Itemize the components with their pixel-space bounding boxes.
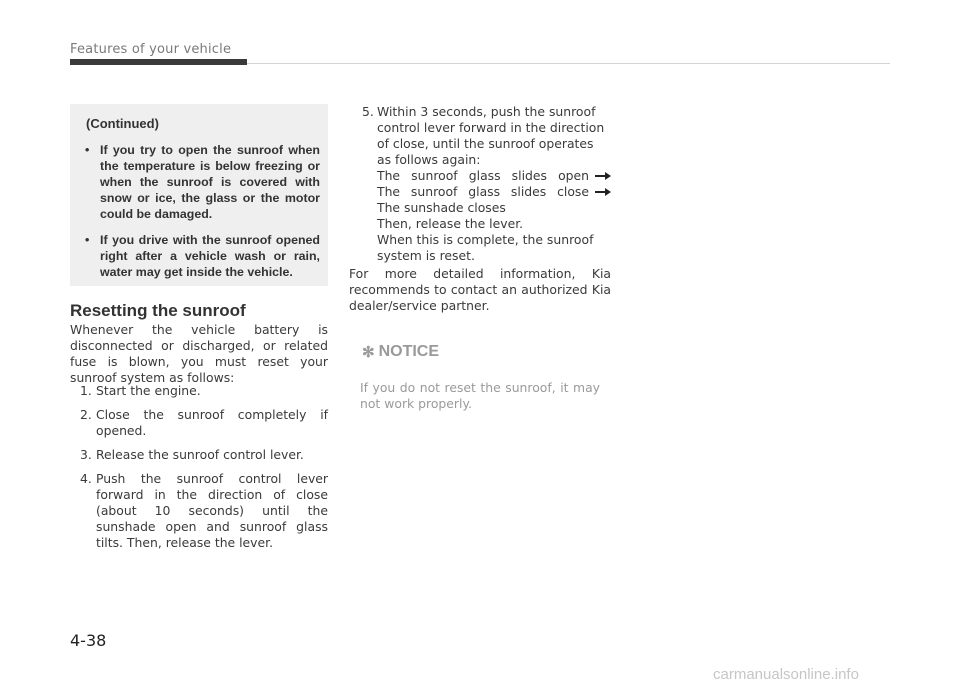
- notice-text: If you do not reset the sunroof, it may not work properly.: [360, 380, 600, 411]
- step-item: [80, 407, 328, 439]
- info-paragraph: For more detailed information, Kia recommends to contact an authorized Kia dealer/service partner.: [349, 266, 611, 313]
- step-item: [80, 383, 328, 399]
- watermark: carmanualsonline.info: [713, 666, 859, 683]
- caution-item: [80, 142, 320, 222]
- header-rule: [247, 63, 890, 64]
- step-line-open-text: The sunroof glass slides open: [377, 168, 589, 183]
- step-text: Close the sunroof completely if opened.: [96, 407, 328, 438]
- step-number: 3.: [80, 447, 92, 462]
- step-text: Push the sunroof control lever forward in the direction of close (about 10 seconds) until the sunshade open and sunroof glass tilts. Then, release the lever.: [96, 471, 328, 550]
- step-item: [80, 471, 328, 551]
- step-line-sunshade: The sunshade closes: [377, 200, 506, 215]
- step-number: 5.: [362, 104, 374, 119]
- step-number: 1.: [80, 383, 92, 398]
- caution-item-text: If you try to open the sunroof when the temperature is below freezing or when the sunroof is covered with snow or ice, the glass or the motor could be damaged.: [100, 143, 320, 221]
- step-line-close-text: The sunroof glass slides close: [377, 184, 589, 199]
- caution-list: [80, 142, 320, 280]
- caution-heading: (Continued): [86, 116, 159, 131]
- header-bar: [70, 59, 247, 65]
- notice-title: NOTICE: [378, 343, 440, 360]
- step-item-5: [362, 104, 611, 264]
- arrow-right-icon: [595, 171, 611, 181]
- step-line-close: [377, 184, 611, 200]
- steps-list: [80, 383, 328, 559]
- caution-item: [80, 232, 320, 280]
- asterisk-icon: ✻: [362, 344, 375, 361]
- step-text: Within 3 seconds, push the sunroof control lever forward in the direction of close, until the sunroof operates as follows again:: [377, 104, 605, 167]
- step-line-open: [377, 168, 611, 184]
- step-text: Release the sunroof control lever.: [96, 447, 304, 462]
- step-number: 4.: [80, 471, 92, 486]
- caution-item-text: If you drive with the sunroof opened right after a vehicle wash or rain, water may get inside the vehicle.: [100, 233, 320, 279]
- step-line-release: Then, release the lever.: [377, 216, 524, 231]
- step-item: [80, 447, 328, 463]
- notice-heading: [362, 343, 439, 361]
- page-number: 4-38: [70, 631, 107, 650]
- section-title: Resetting the sunroof: [70, 301, 246, 320]
- step-line-complete: When this is complete, the sunroof system is reset.: [377, 232, 594, 263]
- bullet-icon: •: [85, 233, 90, 247]
- arrow-right-icon: [595, 187, 611, 197]
- step-text: Start the engine.: [96, 383, 201, 398]
- step-number: 2.: [80, 407, 92, 422]
- bullet-icon: •: [85, 143, 90, 157]
- header-title: Features of your vehicle: [70, 42, 232, 57]
- intro-paragraph: Whenever the vehicle battery is disconnected or discharged, or related fuse is blown, you must reset your sunroof system as follows:: [70, 322, 328, 385]
- caution-box: [70, 104, 328, 286]
